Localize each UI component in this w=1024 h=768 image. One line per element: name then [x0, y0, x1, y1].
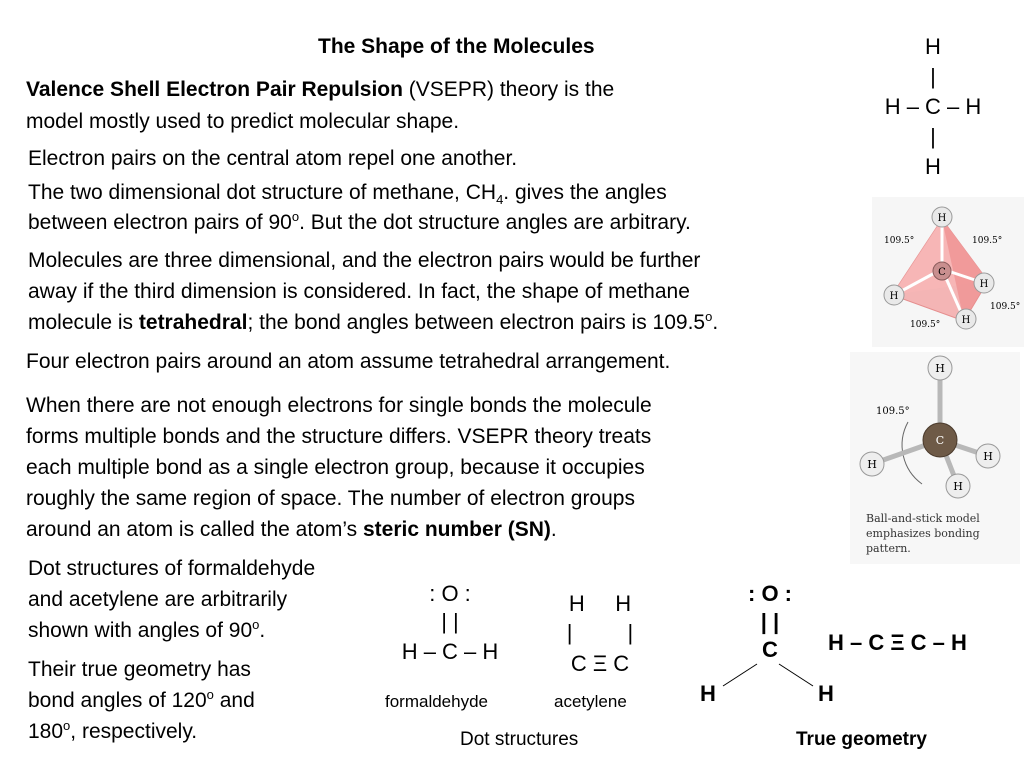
paragraph-multiple-bonds-line-3: each multiple bond as a single electron group, because it occupies — [26, 456, 645, 479]
methane-h-bottom: H — [925, 154, 941, 179]
formaldehyde-label: formaldehyde — [385, 692, 489, 711]
acetylene-dot-structure — [545, 590, 655, 680]
figure-caption-line: pattern. — [866, 542, 911, 555]
angle-label: 109.5° — [972, 236, 1003, 246]
paragraph-repulsion: Electron pairs on the central atom repel one another. — [28, 147, 518, 170]
intro-line-2: model mostly used to predict molecular shape. — [26, 110, 460, 133]
true-oxygen: : O : — [748, 581, 792, 606]
true-double-bond: | | — [760, 609, 780, 634]
acetylene-bonds: | | — [566, 620, 634, 645]
paragraph-true-geometry-line-3: 180$^o$, respectively. — [28, 718, 198, 743]
paragraph-3d-line-3: molecule is tetrahedral; the bond angles between electron pairs is 109.5$^o$. — [28, 309, 719, 334]
atom-h-label: H — [983, 450, 993, 463]
true-geometry-caption: True geometry — [796, 729, 927, 750]
paragraph-multiple-bonds-line-2: forms multiple bonds and the structure differs. VSEPR theory treats — [26, 425, 652, 448]
formaldehyde-dot-structure — [385, 580, 515, 668]
formaldehyde-h-c-h: H – C – H — [401, 639, 499, 664]
atom-h-label: H — [961, 315, 971, 326]
methane-dot-structure — [868, 32, 998, 182]
acetylene-label: acetylene — [554, 692, 627, 711]
paragraph-3d-line-2: away if the third dimension is considered. In fact, the shape of methane — [28, 280, 690, 303]
atom-h-label: H — [867, 458, 877, 471]
paragraph-dot-structures-line-2: and acetylene are arbitrarily — [28, 588, 288, 611]
intro-line-1: Valence Shell Electron Pair Repulsion (VSEPR) theory is the — [26, 78, 615, 101]
tetrahedral-methane-figure — [872, 197, 1024, 347]
atom-h-label: H — [979, 279, 989, 290]
ball-and-stick-figure — [850, 352, 1020, 564]
angle-label: 109.5° — [876, 406, 910, 417]
paragraph-dot-structures-line-1: Dot structures of formaldehyde — [28, 557, 316, 580]
paragraph-dot-structures-line-3: shown with angles of 90$^o$. — [28, 617, 266, 642]
dot-structures-caption: Dot structures — [460, 729, 579, 750]
angle-label: 109.5° — [990, 302, 1021, 312]
atom-c-label: C — [935, 434, 945, 447]
paragraph-methane-line-1: The two dimensional dot structure of methane, $CH_4$. gives the angles — [28, 181, 667, 208]
vsepr-term: Valence Shell Electron Pair Repulsion — [26, 78, 403, 101]
methane-bond-top: | — [930, 64, 936, 89]
angle-label: 109.5° — [884, 236, 915, 246]
acetylene-hydrogens: H H — [568, 591, 632, 616]
paragraph-3d-line-1: Molecules are three dimensional, and the electron pairs would be further — [28, 249, 701, 272]
figure-caption-line: emphasizes bonding — [866, 527, 980, 540]
atom-c-label: C — [938, 267, 946, 278]
formaldehyde-double-bond: | | — [441, 609, 459, 634]
formaldehyde-oxygen: : O : — [429, 581, 471, 606]
true-hydrogen-right: H — [818, 681, 834, 706]
methane-bond-bottom: | — [930, 124, 936, 149]
paragraph-multiple-bonds-line-5: around an atom is called the atom’s steric number (SN). — [26, 518, 557, 541]
atom-h-label: H — [937, 213, 947, 224]
methane-h-c-h: H – C – H — [884, 94, 982, 119]
atom-h-label: H — [953, 480, 963, 493]
paragraph-multiple-bonds-line-4: roughly the same region of space. The number of electron groups — [26, 487, 635, 510]
acetylene-true-geometry: H – C Ξ C – H — [828, 630, 967, 655]
angle-label: 109.5° — [910, 320, 941, 330]
paragraph-multiple-bonds-line-1: When there are not enough electrons for single bonds the molecule — [26, 394, 652, 417]
true-carbon: C — [762, 637, 778, 662]
steric-number-term: steric number (SN) — [362, 518, 551, 541]
formaldehyde-true-geometry — [730, 580, 810, 664]
true-geometry-bonds — [705, 660, 825, 690]
figure-caption-line: Ball-and-stick model — [866, 512, 980, 525]
methane-h-top: H — [925, 34, 941, 59]
true-hydrogen-left: H — [700, 681, 716, 706]
tetrahedral-term: tetrahedral — [138, 311, 248, 334]
paragraph-methane-line-2: between electron pairs of 90$^o$. But the dot structure angles are arbitrary. — [28, 209, 691, 234]
paragraph-true-geometry-line-2: bond angles of 120$^o$ and — [28, 687, 255, 712]
page-title: The Shape of the Molecules — [318, 35, 595, 58]
atom-h-label: H — [935, 362, 945, 375]
acetylene-c-c: C Ξ C — [570, 651, 630, 676]
paragraph-true-geometry-line-1: Their true geometry has — [28, 658, 251, 681]
atom-h-label: H — [889, 291, 899, 302]
paragraph-four-pairs: Four electron pairs around an atom assume tetrahedral arrangement. — [26, 350, 671, 373]
